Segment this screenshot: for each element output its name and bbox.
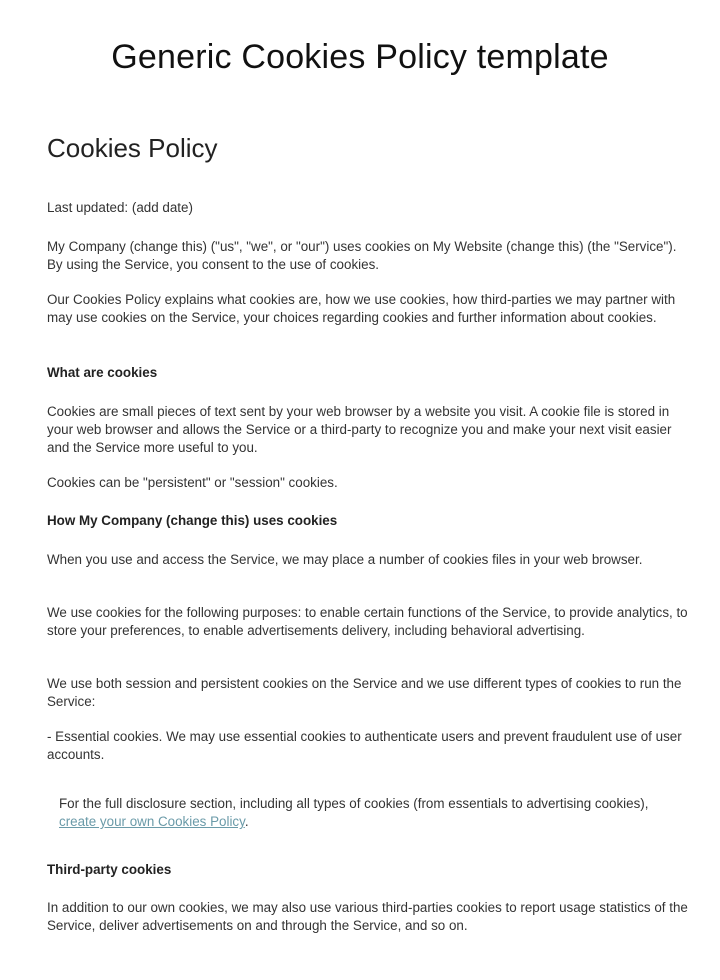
explains-paragraph: Our Cookies Policy explains what cookies are, how we use cookies, how third-parties we may partner with may use cookies on the Service, your choices regarding cookies and further information about cookies. [47, 292, 676, 325]
how-uses-cookies-heading: How My Company (change this) uses cookies [47, 513, 338, 528]
third-party-cookies-heading: Third-party cookies [47, 862, 172, 877]
what-are-cookies-paragraph: Cookies are small pieces of text sent by your web browser by a website you visit. A cookie file is stored in your web browser and allows the Service or a third-party to recognize you and make your next visit easier and the Service more useful to you. [47, 404, 672, 455]
create-cookies-policy-link[interactable]: create your own Cookies Policy [59, 814, 245, 829]
what-are-cookies-heading: What are cookies [47, 365, 158, 380]
session-persistent-paragraph: We use both session and persistent cookies on the Service and we use different types of cookies to run the Service: [47, 676, 682, 709]
policy-heading: Cookies Policy [47, 133, 218, 163]
purposes-paragraph: We use cookies for the following purposes: to enable certain functions of the Service, to provide analytics, to store your preferences, to enable advertisements delivery, including behavioral advertising. [47, 605, 688, 638]
intro-paragraph: My Company (change this) ("us", "we", or "our") uses cookies on My Website (change this) (the "Service"). By using the Service, you consent to the use of cookies. [47, 239, 677, 272]
third-party-paragraph: In addition to our own cookies, we may also use various third-parties cookies to report usage statistics of the Service, deliver advertisements on and through the Service, and so on. [47, 900, 688, 933]
callout-text: For the full disclosure section, including all types of cookies (from essentials to advertising cookies), [59, 796, 649, 811]
cookie-types-paragraph: Cookies can be "persistent" or "session" cookies. [47, 475, 338, 490]
essential-cookies-paragraph: - Essential cookies. We may use essential cookies to authenticate users and prevent fraudulent use of user accounts. [47, 729, 682, 762]
page-title: Generic Cookies Policy template [111, 38, 609, 76]
place-cookies-paragraph: When you use and access the Service, we may place a number of cookies files in your web browser. [47, 552, 643, 567]
callout-period: . [244, 814, 249, 829]
full-disclosure-callout [59, 795, 679, 831]
last-updated-text: Last updated: (add date) [47, 200, 193, 215]
